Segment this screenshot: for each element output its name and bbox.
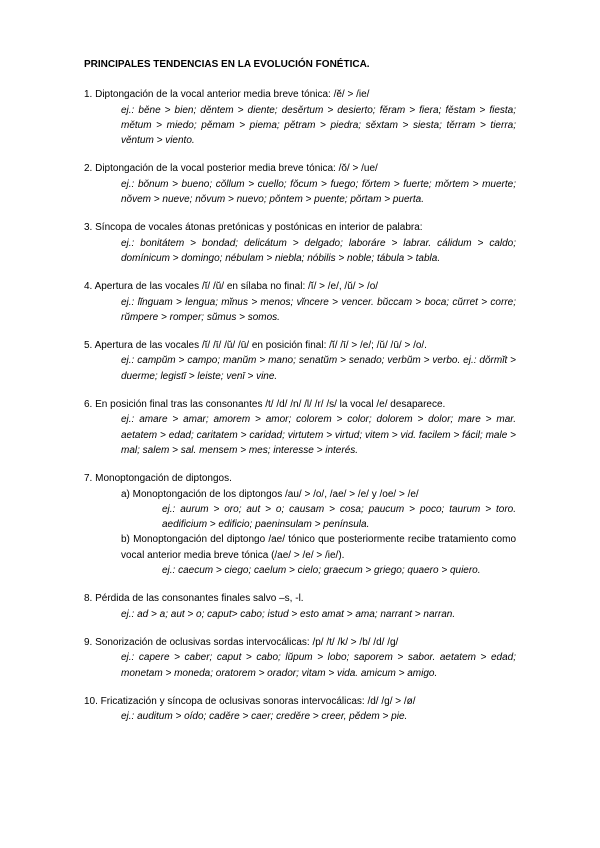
subsection-b-heading: b) Monoptongación del diptongo /ae/ tónico que posteriormente recibe tratamiento como vocal anterior media breve tónica (/ae/ > /e/ > /ie/). [121, 534, 516, 561]
section-7 [84, 471, 516, 578]
section-9 [84, 635, 516, 681]
section-example: ej.: amare > amar; amorem > amor; colorem > color; dolorem > dolor; mare > mar. aetatem > edad; caritatem > caridad; virtutem > virtud; vitem > vid. facilem > fácil; male > mal; salem > sal. mensem > mes; interesse > interés. [121, 414, 516, 456]
subsection-a-example: ej.: aurum > oro; aut > o; causam > cosa; paucum > poco; taurum > toro. aedificium > edificio; paeninsulam > península. [162, 503, 516, 531]
section-heading: 7. Monoptongación de diptongos. [84, 473, 232, 485]
section-heading: 5. Apertura de las vocales /ĭ/ /ī/ /ŭ/ /ū/ en posición final: /ĭ/ /ī/ > /e/; /ŭ/ /ū/ > /o/. [84, 340, 427, 352]
section-example: ej.: auditum > oído; cadĕre > caer; credĕre > creer, pĕdem > pie. [121, 711, 408, 723]
section-1 [84, 87, 516, 148]
section-8 [84, 591, 516, 622]
section-heading: 2. Diptongación de la vocal posterior media breve tónica: /ŏ/ > /ue/ [84, 163, 378, 175]
subsection-a-heading: a) Monoptongación de los diptongos /au/ > /o/, /ae/ > /e/ y /oe/ > /e/ [121, 488, 419, 500]
section-4 [84, 279, 516, 325]
subsection-b-example: ej.: caecum > ciego; caelum > cielo; graecum > griego; quaero > quiero. [162, 565, 481, 577]
section-example: ej.: bonitátem > bondad; delicátum > delgado; laboráre > labrar. cálidum > caldo; domínicum > domingo; nébulam > niebla; nóbilis > noble; tábula > tabla. [121, 237, 516, 264]
section-heading: 8. Pérdida de las consonantes finales salvo –s, -l. [84, 593, 304, 605]
section-example: ej.: campŭm > campo; manŭm > mano; senatŭm > senado; verbŭm > verbo. ej.: dŏrmĭt > duerme; legistī > leiste; venī > vine. [121, 355, 516, 382]
document-body [84, 57, 516, 724]
section-heading: 6. En posición final tras las consonantes /t/ /d/ /n/ /l/ /r/ /s/ la vocal /e/ desaparece. [84, 399, 446, 411]
section-2 [84, 161, 516, 207]
section-heading: 1. Diptongación de la vocal anterior media breve tónica: /ĕ/ > /ie/ [84, 89, 370, 101]
section-example: ej.: bĕne > bien; dĕntem > diente; desĕrtum > desierto; fĕram > fiera; fĕstam > fiesta; mĕtum > miedo; pĕmam > piema; pĕtram > piedra; sĕxtam > siesta; tĕrram > tierra; vĕntum > viento. [121, 104, 516, 147]
section-5 [84, 338, 516, 384]
section-3 [84, 220, 516, 266]
section-heading: 10. Fricatización y síncopa de oclusivas sonoras intervocálicas: /d/ /g/ > /ø/ [84, 695, 416, 707]
section-10 [84, 694, 516, 725]
section-heading: 4. Apertura de las vocales /ĭ/ /ŭ/ en sílaba no final: /ĭ/ > /e/, /ŭ/ > /o/ [84, 281, 379, 293]
section-example: ej.: capere > caber; caput > cabo; lŭpum > lobo; saporem > sabor. aetatem > edad; monetam > moneda; oratorem > orador; vitam > vida. amicum > amigo. [121, 652, 516, 679]
section-example: ej.: ad > a; aut > o; caput> cabo; istud > esto amat > ama; narrant > narran. [121, 608, 456, 620]
section-6 [84, 397, 516, 458]
section-heading: 9. Sonorización de oclusivas sordas intervocálicas: /p/ /t/ /k/ > /b/ /d/ /g/ [84, 636, 399, 648]
section-heading: 3. Síncopa de vocales átonas pretónicas y postónicas en interior de palabra: [84, 222, 423, 234]
section-example: ej.: lĭnguam > lengua; mĭnus > menos; vĭncere > vencer. bŭccam > boca; cŭrret > corre; rŭmpere > romper; sŭmus > somos. [121, 296, 516, 323]
section-example: ej.: bŏnum > bueno; cŏllum > cuello; fŏcum > fuego; fŏrtem > fuerte; mŏrtem > muerte; nŏvem > nueve; nŏvum > nuevo; pŏntem > puente; pŏrtam > puerta. [121, 178, 516, 206]
document-title: PRINCIPALES TENDENCIAS EN LA EVOLUCIÓN FONÉTICA. [84, 59, 370, 70]
